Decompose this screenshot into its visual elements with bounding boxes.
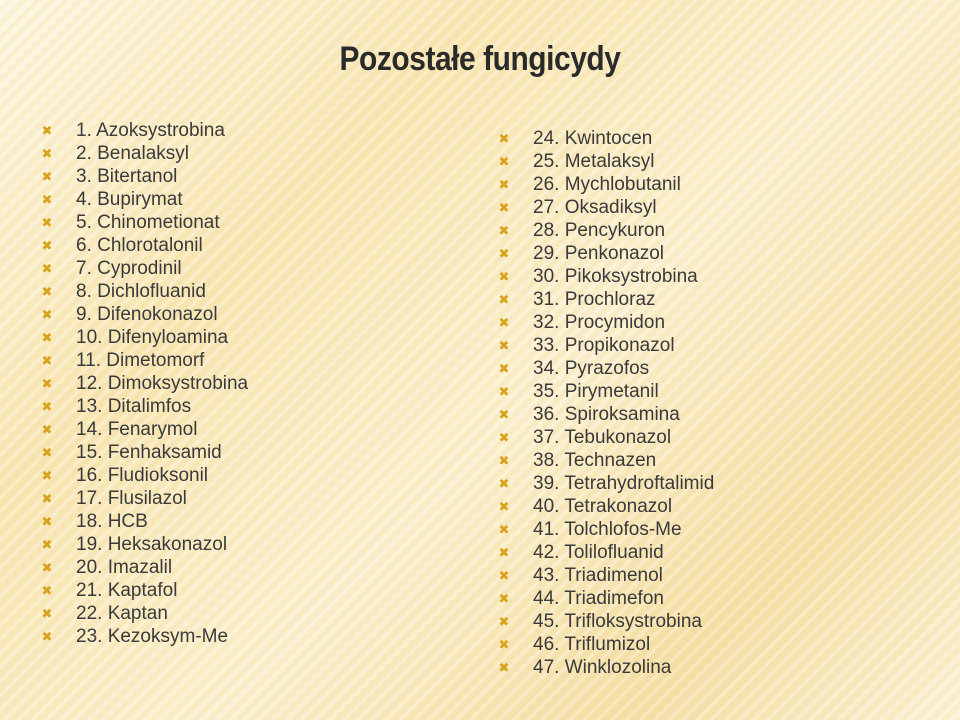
list-item [40, 579, 248, 602]
list-item [40, 395, 248, 418]
list-item [40, 349, 248, 372]
list-item [497, 219, 714, 242]
x-mark-bullet-icon: ✖ [41, 215, 53, 230]
list-item-label: 26. Mychlobutanil [533, 174, 681, 195]
list-item-label: 28. Pencykuron [533, 220, 666, 241]
list-item [497, 288, 714, 311]
x-mark-bullet-icon: ✖ [41, 169, 53, 184]
list-item [40, 280, 248, 303]
x-mark-bullet-icon: ✖ [498, 568, 510, 583]
list-item-label: 25. Metalaksyl [533, 151, 655, 172]
list-item-label: 16. Fludioksonil [76, 465, 209, 486]
list-item [497, 150, 714, 173]
list-item-label: 17. Flusilazol [76, 488, 187, 509]
x-mark-bullet-icon: ✖ [498, 499, 510, 514]
list-item [497, 403, 714, 426]
x-mark-bullet-icon: ✖ [498, 292, 510, 307]
list-item [497, 633, 714, 656]
list-item-label: 12. Dimoksystrobina [76, 373, 249, 394]
x-mark-bullet-icon: ✖ [498, 614, 510, 629]
x-mark-bullet-icon: ✖ [498, 361, 510, 376]
x-mark-bullet-icon: ✖ [41, 146, 53, 161]
list-item-label: 6. Chlorotalonil [76, 235, 203, 256]
x-mark-bullet-icon: ✖ [498, 200, 510, 215]
list-item-label: 11. Dimetomorf [76, 350, 205, 371]
x-mark-bullet-icon: ✖ [41, 491, 53, 506]
list-item [497, 449, 714, 472]
list-item [40, 487, 248, 510]
list-item [497, 564, 714, 587]
list-item [40, 510, 248, 533]
x-mark-bullet-icon: ✖ [41, 353, 53, 368]
list-item-label: 45. Trifloksystrobina [533, 611, 702, 632]
x-mark-bullet-icon: ✖ [41, 583, 53, 598]
list-item-label: 5. Chinometionat [76, 212, 220, 233]
list-item [40, 418, 248, 441]
list-item-label: 14. Fenarymol [76, 419, 198, 440]
list-item-label: 9. Difenokonazol [76, 304, 218, 325]
fungicide-list-right [497, 127, 714, 679]
list-item [497, 495, 714, 518]
list-item-label: 19. Heksakonazol [76, 534, 228, 555]
x-mark-bullet-icon: ✖ [41, 284, 53, 299]
x-mark-bullet-icon: ✖ [498, 315, 510, 330]
list-item-label: 13. Ditalimfos [76, 396, 192, 417]
list-item [40, 211, 248, 234]
list-item-label: 42. Tolilofluanid [533, 542, 664, 563]
list-item [497, 196, 714, 219]
list-item [40, 165, 248, 188]
x-mark-bullet-icon: ✖ [41, 422, 53, 437]
list-item [497, 518, 714, 541]
x-mark-bullet-icon: ✖ [498, 246, 510, 261]
list-item [40, 602, 248, 625]
list-item [40, 556, 248, 579]
x-mark-bullet-icon: ✖ [498, 384, 510, 399]
x-mark-bullet-icon: ✖ [41, 330, 53, 345]
list-item-label: 32. Procymidon [533, 312, 666, 333]
list-item-label: 22. Kaptan [76, 603, 168, 624]
x-mark-bullet-icon: ✖ [41, 192, 53, 207]
list-item [497, 265, 714, 288]
x-mark-bullet-icon: ✖ [41, 376, 53, 391]
list-item-label: 2. Benalaksyl [76, 143, 190, 164]
list-item-label: 21. Kaptafol [76, 580, 178, 601]
x-mark-bullet-icon: ✖ [41, 606, 53, 621]
x-mark-bullet-icon: ✖ [498, 522, 510, 537]
list-item [497, 242, 714, 265]
list-item-label: 27. Oksadiksyl [533, 197, 657, 218]
list-item [497, 127, 714, 150]
list-item-label: 36. Spiroksamina [533, 404, 680, 425]
x-mark-bullet-icon: ✖ [498, 269, 510, 284]
list-item-label: 1. Azoksystrobina [76, 120, 225, 141]
list-item-label: 4. Bupirymat [76, 189, 183, 210]
list-item-label: 34. Pyrazofos [533, 358, 650, 379]
x-mark-bullet-icon: ✖ [498, 591, 510, 606]
list-item-label: 10. Difenyloamina [76, 327, 229, 348]
x-mark-bullet-icon: ✖ [41, 307, 53, 322]
list-item [40, 625, 248, 648]
list-item [497, 656, 714, 679]
list-item [40, 441, 248, 464]
fungicide-list-left [40, 119, 248, 648]
x-mark-bullet-icon: ✖ [41, 629, 53, 644]
slide-title: Pozostałe fungicydy [339, 40, 621, 78]
list-item-label: 46. Triflumizol [533, 634, 651, 655]
list-item [497, 311, 714, 334]
x-mark-bullet-icon: ✖ [498, 545, 510, 560]
x-mark-bullet-icon: ✖ [498, 131, 510, 146]
x-mark-bullet-icon: ✖ [41, 468, 53, 483]
list-item-label: 8. Dichlofluanid [76, 281, 206, 302]
list-item [497, 541, 714, 564]
x-mark-bullet-icon: ✖ [41, 514, 53, 529]
x-mark-bullet-icon: ✖ [498, 637, 510, 652]
list-item [497, 587, 714, 610]
list-item [40, 326, 248, 349]
x-mark-bullet-icon: ✖ [498, 430, 510, 445]
list-item-label: 18. HCB [76, 511, 148, 532]
list-item-label: 38. Technazen [533, 450, 657, 471]
x-mark-bullet-icon: ✖ [41, 261, 53, 276]
list-item-label: 3. Bitertanol [76, 166, 178, 187]
list-item-label: 30. Pikoksystrobina [533, 266, 698, 287]
list-item-label: 47. Winklozolina [533, 657, 672, 678]
list-item [40, 533, 248, 556]
list-item [497, 380, 714, 403]
list-item-label: 39. Tetrahydroftalimid [533, 473, 715, 494]
list-item-label: 7. Cyprodinil [76, 258, 182, 279]
x-mark-bullet-icon: ✖ [41, 123, 53, 138]
x-mark-bullet-icon: ✖ [41, 399, 53, 414]
list-item [40, 257, 248, 280]
list-item-label: 24. Kwintocen [533, 128, 653, 149]
list-item [40, 372, 248, 395]
list-item-label: 31. Prochloraz [533, 289, 656, 310]
list-item-label: 20. Imazalil [76, 557, 173, 578]
list-item [40, 234, 248, 257]
x-mark-bullet-icon: ✖ [41, 537, 53, 552]
x-mark-bullet-icon: ✖ [498, 453, 510, 468]
list-item [40, 303, 248, 326]
list-item [497, 334, 714, 357]
x-mark-bullet-icon: ✖ [498, 660, 510, 675]
list-item-label: 37. Tebukonazol [533, 427, 672, 448]
list-item-label: 43. Triadimenol [533, 565, 663, 586]
list-item [40, 142, 248, 165]
x-mark-bullet-icon: ✖ [498, 476, 510, 491]
list-item [40, 119, 248, 142]
list-item-label: 40. Tetrakonazol [533, 496, 673, 517]
list-item-label: 44. Triadimefon [533, 588, 664, 609]
x-mark-bullet-icon: ✖ [498, 407, 510, 422]
list-item [40, 188, 248, 211]
list-item-label: 23. Kezoksym-Me [76, 626, 229, 647]
list-item [497, 173, 714, 196]
list-item [40, 464, 248, 487]
list-item-label: 15. Fenhaksamid [76, 442, 222, 463]
x-mark-bullet-icon: ✖ [498, 338, 510, 353]
list-item [497, 357, 714, 380]
list-item-label: 41. Tolchlofos-Me [533, 519, 682, 540]
list-item-label: 29. Penkonazol [533, 243, 664, 264]
list-item [497, 472, 714, 495]
x-mark-bullet-icon: ✖ [41, 238, 53, 253]
list-item [497, 426, 714, 449]
x-mark-bullet-icon: ✖ [41, 445, 53, 460]
x-mark-bullet-icon: ✖ [498, 177, 510, 192]
x-mark-bullet-icon: ✖ [41, 560, 53, 575]
list-item-label: 33. Propikonazol [533, 335, 675, 356]
list-item-label: 35. Pirymetanil [533, 381, 659, 402]
x-mark-bullet-icon: ✖ [498, 154, 510, 169]
x-mark-bullet-icon: ✖ [498, 223, 510, 238]
list-item [497, 610, 714, 633]
